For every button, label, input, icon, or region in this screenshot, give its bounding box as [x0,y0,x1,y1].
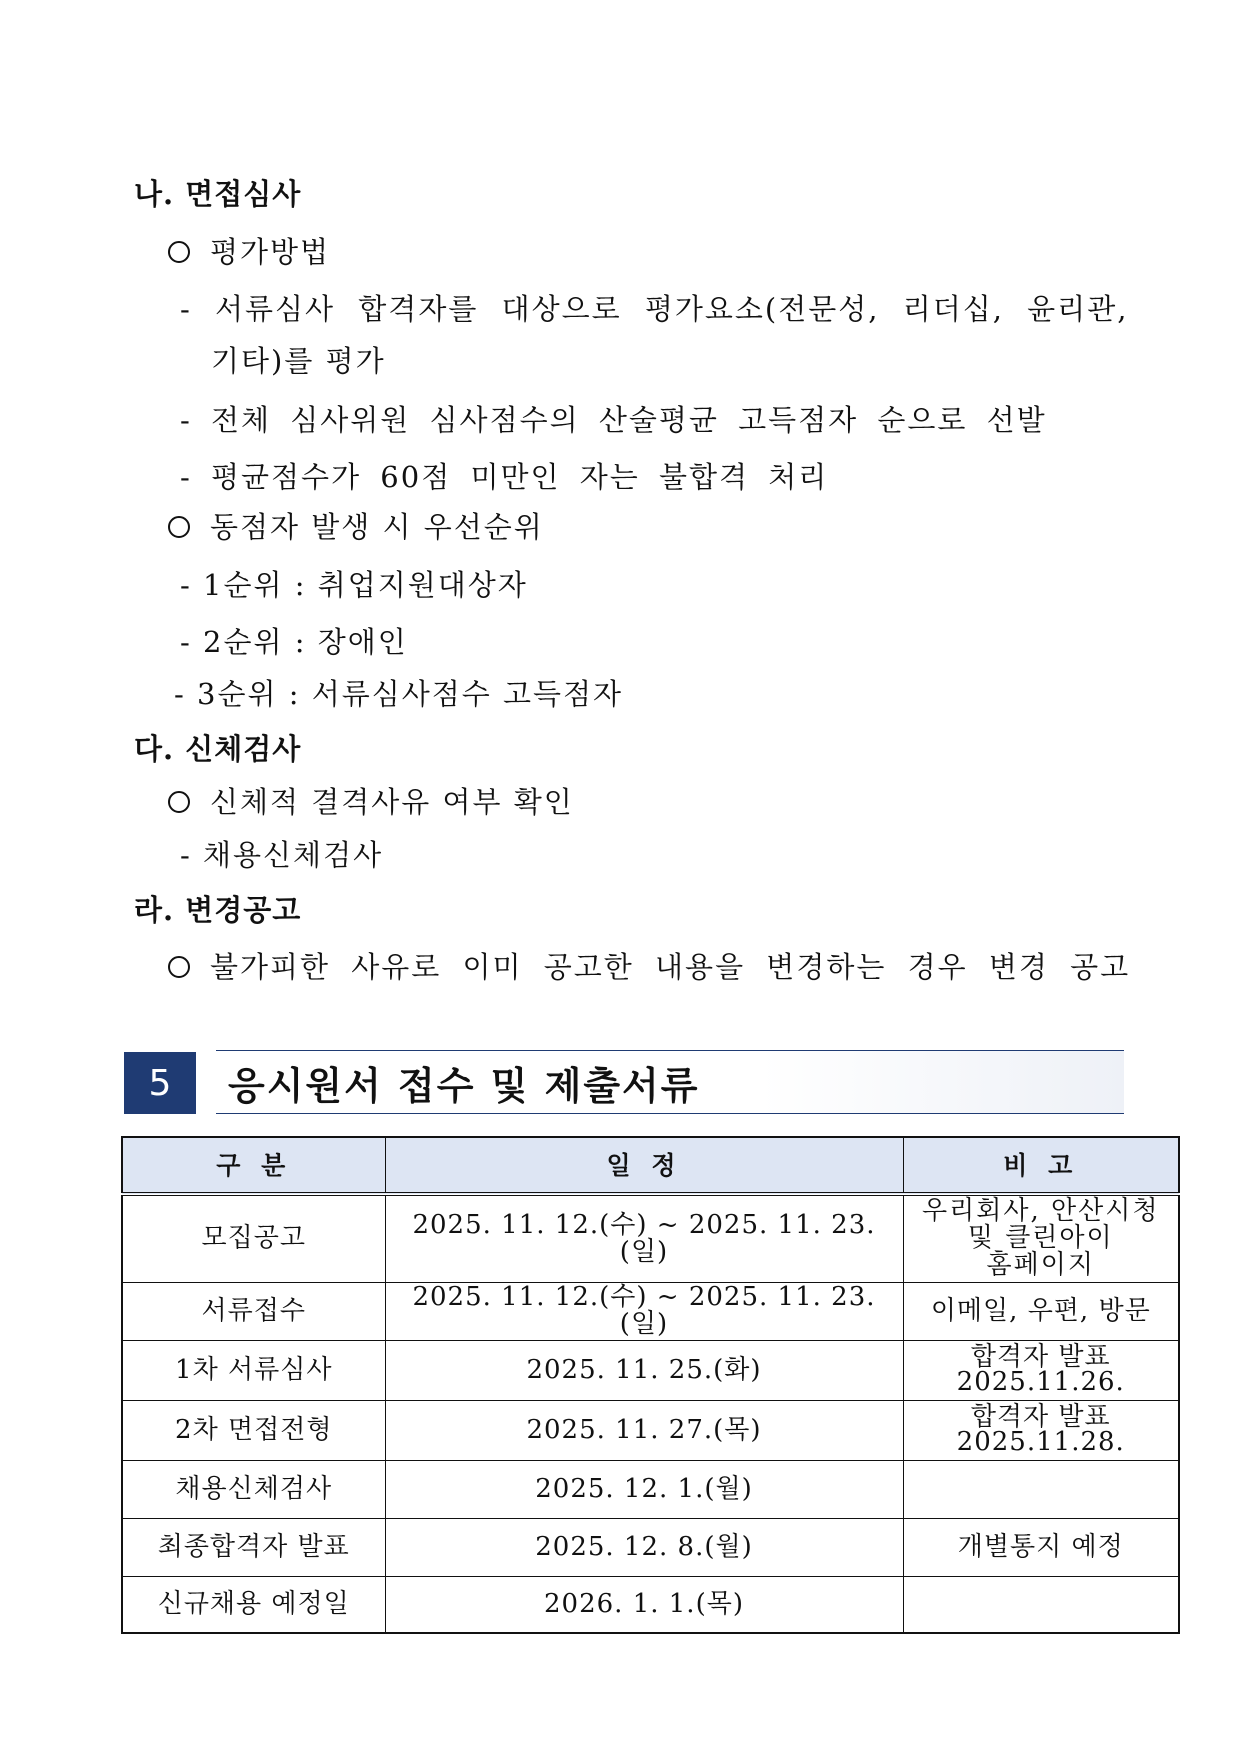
priority-2: - 2순위 : 장애인 [180,625,408,659]
cell-category: 신규채용 예정일 [122,1576,385,1633]
cell-schedule: 2025. 11. 27.(목) [385,1400,903,1460]
bullet-tie-priority [168,505,544,546]
bullet-physical [168,780,574,821]
cell-schedule: 2025. 12. 1.(월) [385,1460,903,1518]
section-number-badge: 5 [124,1052,196,1114]
table-row [122,1400,1179,1460]
cell-note: 개별통지 예정 [903,1518,1179,1576]
section-heading-physical: 다. 신체검사 [134,732,302,766]
cell-schedule: 2025. 11. 12.(수) ~ 2025. 11. 23.(일) [385,1194,903,1282]
table-row [122,1518,1179,1576]
interview-line-1b: 기타)를 평가 [211,344,386,378]
header-note: 비 고 [903,1137,1179,1194]
physical-line: - 채용신체검사 [180,838,384,872]
circle-bullet-icon [168,956,190,978]
cell-category: 최종합격자 발표 [122,1518,385,1576]
cell-schedule: 2026. 1. 1.(목) [385,1576,903,1633]
cell-schedule: 2025. 11. 12.(수) ~ 2025. 11. 23.(일) [385,1282,903,1340]
interview-line-1a: - 서류심사 합격자를 대상으로 평가요소(전문성, 리더십, 윤리관, [180,292,1129,326]
cell-schedule: 2025. 11. 25.(화) [385,1340,903,1400]
circle-bullet-icon [168,241,190,263]
table-row [122,1576,1179,1633]
bullet-text: 동점자 발생 시 우선순위 [210,510,544,544]
priority-1: - 1순위 : 취업지원대상자 [180,568,528,602]
cell-category: 2차 면접전형 [122,1400,385,1460]
cell-note: 우리회사, 안산시청 및 클린아이 홈페이지 [903,1194,1179,1282]
cell-note: 합격자 발표 2025.11.26. [903,1340,1179,1400]
bullet-text: 불가피한 사유로 이미 공고한 내용을 변경하는 경우 변경 공고 [210,950,1131,984]
table-row [122,1194,1179,1282]
section-title: 응시원서 접수 및 제출서류 [228,1063,700,1108]
cell-note: 이메일, 우편, 방문 [903,1282,1179,1340]
schedule-table [121,1136,1180,1634]
circle-bullet-icon [168,791,190,813]
cell-category: 채용신체검사 [122,1460,385,1518]
table-row [122,1340,1179,1400]
table-header-row [122,1137,1179,1194]
section-title-bar [216,1050,1124,1114]
cell-category: 서류접수 [122,1282,385,1340]
cell-note: 합격자 발표 2025.11.28. [903,1400,1179,1460]
bullet-change [168,945,1130,986]
circle-bullet-icon [168,516,190,538]
table-row [122,1282,1179,1340]
bullet-text: 신체적 결격사유 여부 확인 [210,785,574,819]
cell-schedule: 2025. 12. 8.(월) [385,1518,903,1576]
cell-note [903,1460,1179,1518]
bullet-evaluation-method [168,230,330,271]
interview-line-3: - 평균점수가 60점 미만인 자는 불합격 처리 [180,460,829,494]
cell-note [903,1576,1179,1633]
header-schedule: 일 정 [385,1137,903,1194]
header-category: 구 분 [122,1137,385,1194]
section-heading-change: 라. 변경공고 [134,893,302,927]
cell-category: 모집공고 [122,1194,385,1282]
section-heading-interview: 나. 면접심사 [134,177,302,211]
cell-category: 1차 서류심사 [122,1340,385,1400]
priority-3: - 3순위 : 서류심사점수 고득점자 [174,677,624,711]
interview-line-2: - 전체 심사위원 심사점수의 산술평균 고득점자 순으로 선발 [180,403,1047,437]
bullet-text: 평가방법 [210,235,331,269]
table-row [122,1460,1179,1518]
